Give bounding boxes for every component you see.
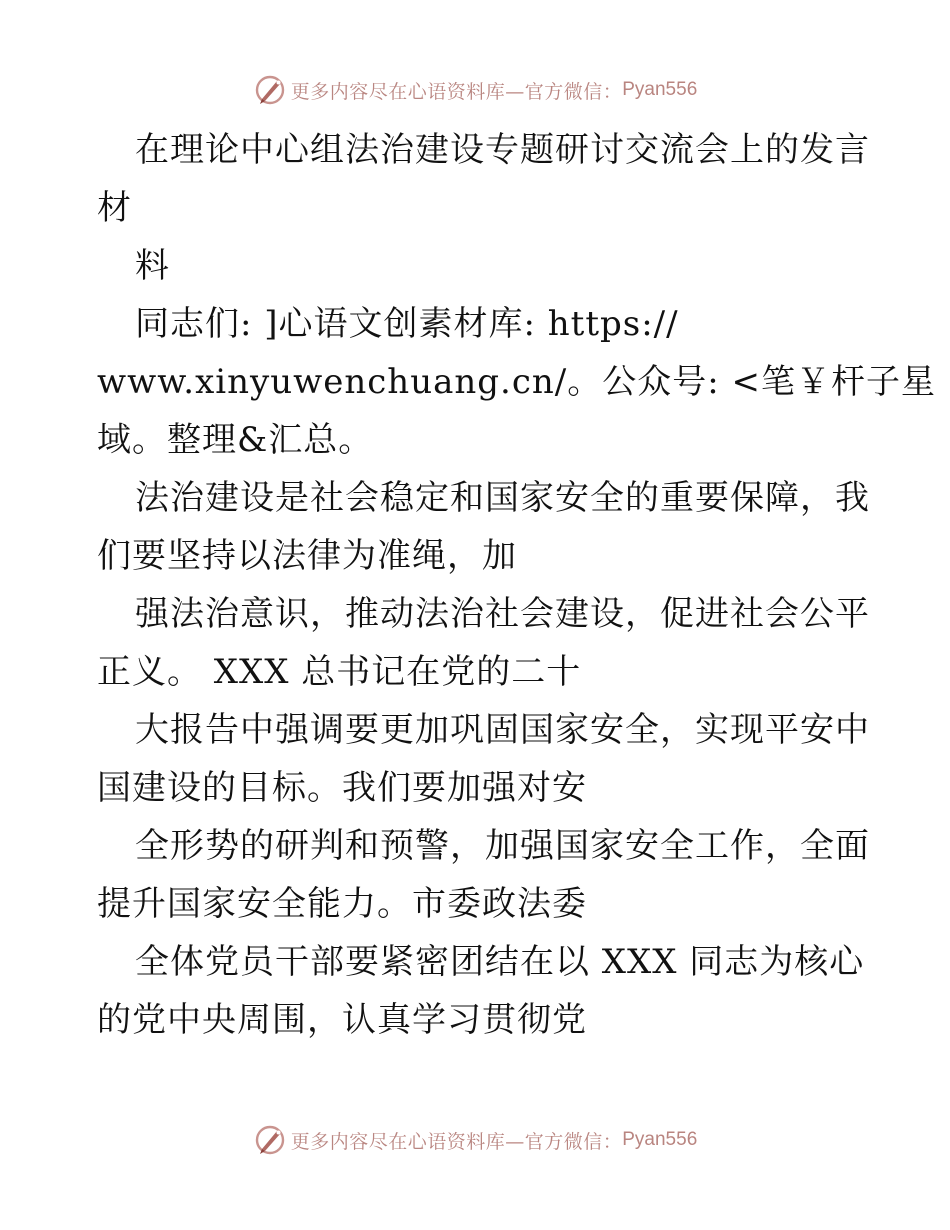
watermark-header	[0, 70, 950, 110]
watermark-text: 更多内容尽在心语资料库—官方微信：	[290, 80, 623, 103]
pen-logo-icon	[253, 73, 287, 107]
text-line: www.xinyuwenchuang.cn/。公众号: <笔￥杆子星	[97, 362, 936, 402]
text-line: 域。整理&汇总。	[97, 420, 374, 460]
watermark-footer	[0, 1120, 950, 1160]
text-line: 提升国家安全能力。市委政法委	[97, 884, 587, 924]
text-line: 全体党员干部要紧密团结在以 XXX 同志为核心	[135, 942, 865, 982]
text-line: 正义。 XXX 总书记在党的二十	[97, 652, 582, 692]
text-line: 强法治意识，推动法治社会建设，促进社会公平	[135, 594, 870, 634]
text-line: 在理论中心组法治建设专题研讨交流会上的发言	[135, 130, 870, 170]
text-line: 的党中央周围，认真学习贯彻党	[97, 1000, 587, 1040]
text-line: 同志们: ]心语文创素材库: https://	[135, 304, 679, 344]
watermark-wechat-id: Pyan556	[622, 79, 698, 100]
text-line: 大报告中强调要更加巩固国家安全，实现平安中	[135, 710, 870, 750]
watermark-wechat-id: Pyan556	[622, 1129, 698, 1150]
document-body	[97, 121, 936, 1049]
pen-logo-icon	[253, 1123, 287, 1157]
text-line: 全形势的研判和预警，加强国家安全工作，全面	[135, 826, 870, 866]
text-line: 料	[135, 246, 170, 286]
text-line: 们要坚持以法律为准绳，加	[97, 536, 517, 576]
watermark-text: 更多内容尽在心语资料库—官方微信：	[290, 1130, 623, 1153]
text-line: 国建设的目标。我们要加强对安	[97, 768, 587, 808]
text-line: 材	[97, 188, 132, 228]
text-line: 法治建设是社会稳定和国家安全的重要保障，我	[135, 478, 870, 518]
